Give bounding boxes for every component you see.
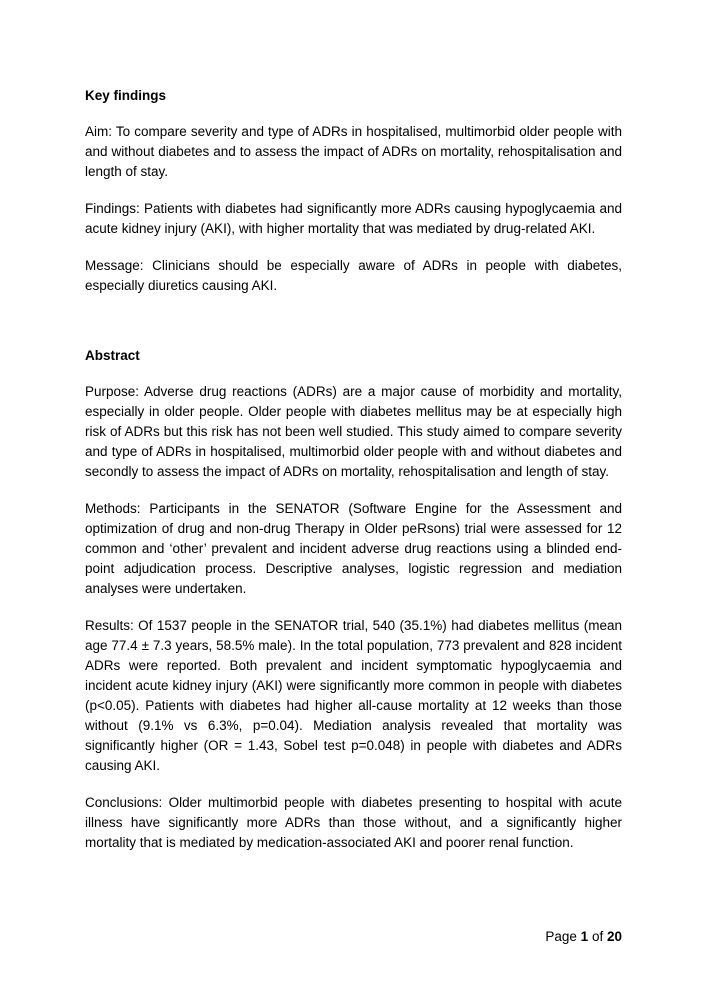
footer-page-label: Page [545, 929, 577, 944]
key-findings-aim-paragraph: Aim: To compare severity and type of ADRs in hospitalised, multimorbid older people with and without diabetes and to assess the impact of ADRs on mortality, rehospitalisation and length of stay. [85, 124, 622, 179]
abstract-conclusions-paragraph: Conclusions: Older multimorbid people with diabetes presenting to hospital with acute illness have significantly more ADRs than those without, and a significantly higher mortality that is mediated by medication-associated AKI and poorer renal function. [85, 795, 622, 850]
abstract-heading: Abstract [85, 348, 140, 363]
section-abstract [85, 346, 622, 853]
page-content [85, 86, 622, 870]
section-key-findings [85, 86, 622, 296]
key-findings-heading: Key findings [85, 88, 167, 103]
footer-of-label: of [591, 929, 604, 944]
key-findings-findings-paragraph: Findings: Patients with diabetes had significantly more ADRs causing hypoglycaemia and acute kidney injury (AKI), with higher mortality that was mediated by drug-related AKI. [85, 201, 622, 236]
abstract-purpose-paragraph: Purpose: Adverse drug reactions (ADRs) are a major cause of morbidity and mortality, especially in older people. Older people with diabetes mellitus may be at especially high risk of ADRs but this risk has not been well studied. This study aimed to compare severity and type of ADRs in hospitalised, multimorbid older people with and without diabetes and secondly to assess the impact of ADRs on mortality, rehospitalisation and length of stay. [85, 384, 622, 479]
page-footer [545, 928, 622, 946]
footer-page-number: 1 [580, 929, 589, 944]
abstract-methods-paragraph: Methods: Participants in the SENATOR (Software Engine for the Assessment and optimization of drug and non-drug Therapy in Older peRsons) trial were assessed for 12 common and ‘other’ prevalent and incident adverse drug reactions using a blinded end-point adjudication process. Descriptive analyses, logistic regression and mediation analyses were undertaken. [85, 501, 622, 596]
abstract-results-paragraph: Results: Of 1537 people in the SENATOR trial, 540 (35.1%) had diabetes mellitus (mean age 77.4 ± 7.3 years, 58.5% male). In the total population, 773 prevalent and 828 incident ADRs were reported. Both prevalent and incident symptomatic hypoglycaemia and incident acute kidney injury (AKI) were significantly more common in people with diabetes (p<0.05). Patients with diabetes had higher all-cause mortality at 12 weeks than those without (9.1% vs 6.3%, p=0.04). Mediation analysis revealed that mortality was significantly higher (OR = 1.43, Sobel test p=0.048) in people with diabetes and ADRs causing AKI. [85, 618, 622, 773]
footer-page-total: 20 [606, 929, 622, 944]
key-findings-message-paragraph: Message: Clinicians should be especially aware of ADRs in people with diabetes, especially diuretics causing AKI. [85, 258, 622, 293]
